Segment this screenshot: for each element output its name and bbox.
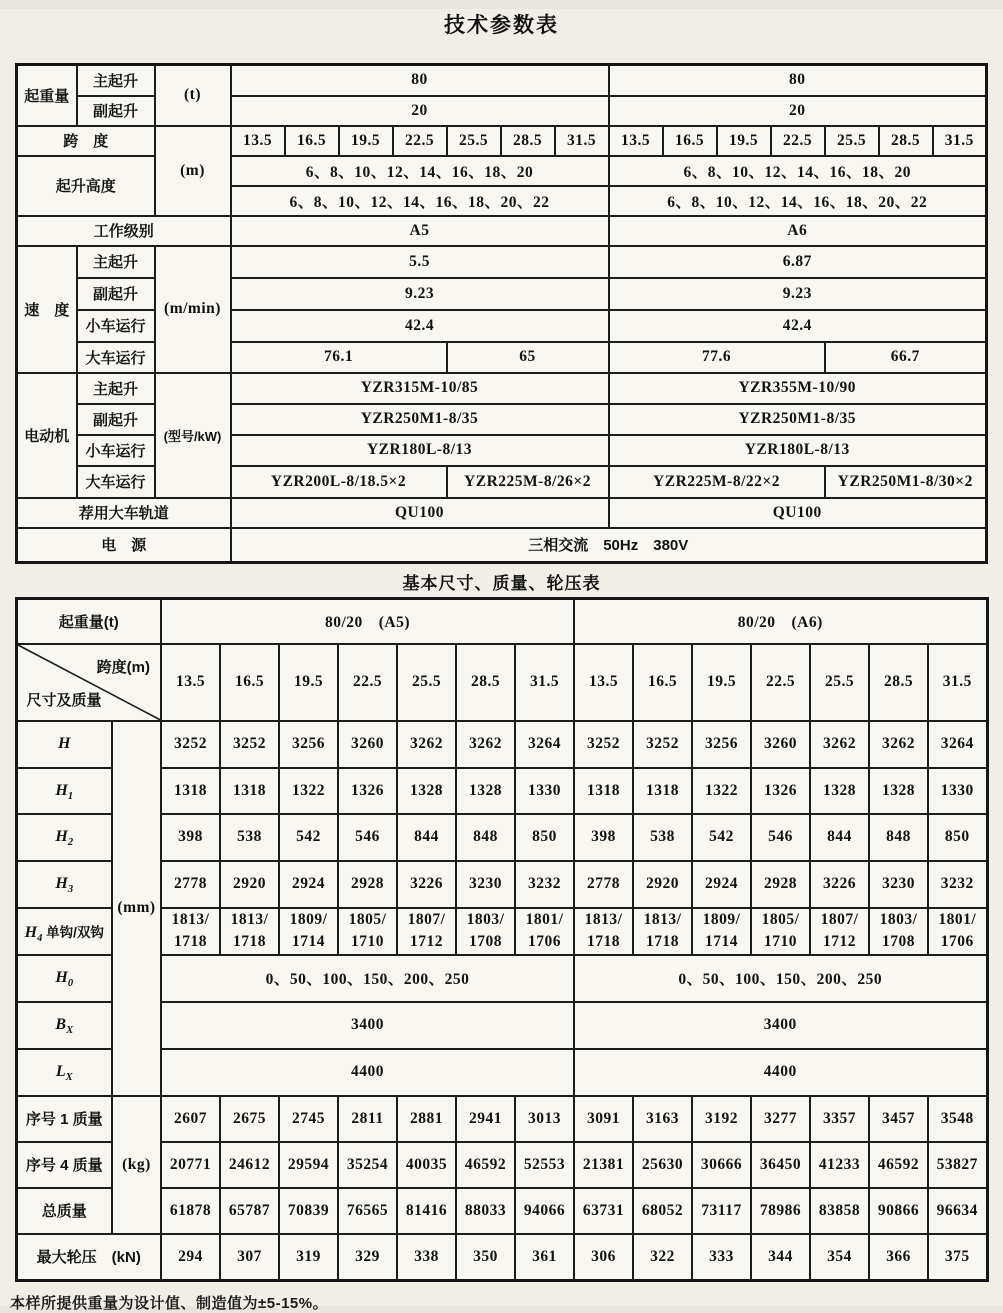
value-cell: 333 xyxy=(692,1234,751,1281)
value-cell: 88033 xyxy=(456,1188,515,1234)
value-cell: 350 xyxy=(456,1234,515,1281)
value-cell: 1328 xyxy=(810,768,869,814)
value-cell: 80/20 (A6) xyxy=(574,599,987,644)
row-label-H2: $H_2$ xyxy=(16,814,112,861)
value-cell: 19.5 xyxy=(692,644,751,721)
value-cell: 844 xyxy=(810,814,869,861)
value-cell: 76.1 xyxy=(231,342,447,373)
label-cell: 主起升 xyxy=(77,246,155,278)
value-cell: 28.5 xyxy=(879,126,933,156)
value-cell: 73117 xyxy=(692,1188,751,1234)
unit-model-kw: (型号/kW) xyxy=(155,373,231,498)
value-cell: 3262 xyxy=(456,721,515,768)
value-cell: 30666 xyxy=(692,1142,751,1188)
value-cell: 3192 xyxy=(692,1096,751,1142)
row-label-Bx: $B_X$ xyxy=(16,1002,112,1049)
value-cell: 70839 xyxy=(279,1188,338,1234)
value-cell: A5 xyxy=(231,216,609,246)
value-cell: 1330 xyxy=(515,768,574,814)
value-cell: 3252 xyxy=(220,721,279,768)
value-cell: QU100 xyxy=(231,498,609,528)
value-cell: 20 xyxy=(231,96,609,126)
dimensions-mass-wheel-load-table xyxy=(15,597,989,1282)
row-label-Lx: $L_X$ xyxy=(16,1049,112,1096)
value-cell: 2881 xyxy=(397,1096,456,1142)
value-cell: 542 xyxy=(692,814,751,861)
value-cell: 3226 xyxy=(810,861,869,908)
unit-t: (t) xyxy=(155,65,231,126)
value-cell: 65787 xyxy=(220,1188,279,1234)
value-cell: 28.5 xyxy=(869,644,928,721)
value-cell: 3357 xyxy=(810,1096,869,1142)
value-cell: 13.5 xyxy=(161,644,220,721)
value-cell: 3013 xyxy=(515,1096,574,1142)
value-cell: 1813/ 1718 xyxy=(161,908,220,955)
value-cell: 1809/ 1714 xyxy=(692,908,751,955)
value-cell: 294 xyxy=(161,1234,220,1281)
value-cell: 20771 xyxy=(161,1142,220,1188)
label-cell: 大车运行 xyxy=(77,466,155,498)
value-cell: 19.5 xyxy=(279,644,338,721)
value-cell: 2778 xyxy=(574,861,633,908)
value-cell: 1813/ 1718 xyxy=(574,908,633,955)
motor-label: 电动机 xyxy=(17,373,77,498)
value-cell: 25.5 xyxy=(810,644,869,721)
value-cell: YZR180L-8/13 xyxy=(231,435,609,466)
value-cell: 1803/ 1708 xyxy=(869,908,928,955)
value-cell: 1803/ 1708 xyxy=(456,908,515,955)
value-cell: 81416 xyxy=(397,1188,456,1234)
diagonal-header xyxy=(16,644,161,721)
value-cell: 1805/ 1710 xyxy=(751,908,810,955)
value-cell: 2745 xyxy=(279,1096,338,1142)
value-cell: 546 xyxy=(751,814,810,861)
value-cell: 3232 xyxy=(515,861,574,908)
label-cell: 副起升 xyxy=(77,278,155,310)
value-cell: 3457 xyxy=(869,1096,928,1142)
value-cell: 28.5 xyxy=(501,126,555,156)
value-cell: 96634 xyxy=(928,1188,987,1234)
row-label-H3: $H_3$ xyxy=(16,861,112,908)
label-cell: 小车运行 xyxy=(77,435,155,466)
value-cell: 2928 xyxy=(751,861,810,908)
value-cell: 2924 xyxy=(692,861,751,908)
value-cell: 3252 xyxy=(161,721,220,768)
row-label-H: H xyxy=(16,721,112,768)
value-cell: 306 xyxy=(574,1234,633,1281)
value-cell: 850 xyxy=(515,814,574,861)
value-cell: 2675 xyxy=(220,1096,279,1142)
value-cell: 1813/ 1718 xyxy=(633,908,692,955)
value-cell: 6、8、10、12、14、16、18、20、22 xyxy=(609,186,987,216)
value-cell: 538 xyxy=(220,814,279,861)
value-cell: 2924 xyxy=(279,861,338,908)
value-cell: 13.5 xyxy=(609,126,663,156)
value-cell: 9.23 xyxy=(609,278,987,310)
value-cell: 6.87 xyxy=(609,246,987,278)
value-cell: 20 xyxy=(609,96,987,126)
value-cell: 9.23 xyxy=(231,278,609,310)
value-cell: YZR180L-8/13 xyxy=(609,435,987,466)
value-cell: 344 xyxy=(751,1234,810,1281)
value-cell: 6、8、10、12、14、16、18、20 xyxy=(231,156,609,186)
value-cell: 16.5 xyxy=(220,644,279,721)
duty-class-label: 工作级别 xyxy=(17,216,231,246)
value-cell: 42.4 xyxy=(231,310,609,342)
value-cell: 848 xyxy=(456,814,515,861)
value-cell: 1807/ 1712 xyxy=(397,908,456,955)
value-cell: 3260 xyxy=(751,721,810,768)
value-cell: 1813/ 1718 xyxy=(220,908,279,955)
value-cell: 307 xyxy=(220,1234,279,1281)
value-cell: 19.5 xyxy=(717,126,771,156)
value-cell: 13.5 xyxy=(574,644,633,721)
value-cell: 850 xyxy=(928,814,987,861)
value-cell: 31.5 xyxy=(555,126,609,156)
value-cell: 61878 xyxy=(161,1188,220,1234)
value-cell: 3262 xyxy=(810,721,869,768)
rail-label: 荐用大车轨道 xyxy=(17,498,231,528)
value-cell: 1318 xyxy=(574,768,633,814)
row-label-total-mass: 总质量 xyxy=(16,1188,112,1234)
value-cell: 3264 xyxy=(515,721,574,768)
value-cell: 80 xyxy=(231,65,609,96)
value-cell: 3230 xyxy=(456,861,515,908)
value-cell: 1318 xyxy=(633,768,692,814)
lifting-height-label: 起升高度 xyxy=(17,156,155,216)
value-cell: 22.5 xyxy=(338,644,397,721)
label-cell: 大车运行 xyxy=(77,342,155,373)
value-cell: 83858 xyxy=(810,1188,869,1234)
value-cell: 36450 xyxy=(751,1142,810,1188)
value-cell: 2941 xyxy=(456,1096,515,1142)
value-cell: 53827 xyxy=(928,1142,987,1188)
value-cell: YZR225M-8/22×2 xyxy=(609,466,825,498)
value-cell: 66.7 xyxy=(825,342,987,373)
value-cell: 1809/ 1714 xyxy=(279,908,338,955)
value-cell: 3252 xyxy=(633,721,692,768)
unit-kg: (kg) xyxy=(112,1096,161,1234)
value-cell: 29594 xyxy=(279,1142,338,1188)
value-cell: YZR200L-8/18.5×2 xyxy=(231,466,447,498)
row-label-H1: $H_1$ xyxy=(16,768,112,814)
value-cell: 1328 xyxy=(456,768,515,814)
label-cell: 主起升 xyxy=(77,373,155,404)
value-cell: 322 xyxy=(633,1234,692,1281)
aux-hoist-label: 副起升 xyxy=(77,96,155,126)
value-cell: 65 xyxy=(447,342,609,373)
main-hoist-label: 主起升 xyxy=(77,65,155,96)
value-cell: 16.5 xyxy=(285,126,339,156)
value-cell: 375 xyxy=(928,1234,987,1281)
value-cell: 338 xyxy=(397,1234,456,1281)
value-cell: 5.5 xyxy=(231,246,609,278)
value-cell: 538 xyxy=(633,814,692,861)
value-cell: 398 xyxy=(574,814,633,861)
value-cell: 1326 xyxy=(751,768,810,814)
value-cell: 16.5 xyxy=(633,644,692,721)
value-cell: 0、50、100、150、200、250 xyxy=(161,955,574,1002)
value-cell: 2928 xyxy=(338,861,397,908)
value-cell: 3277 xyxy=(751,1096,810,1142)
unit-m-min: (m/min) xyxy=(155,246,231,373)
value-cell: 354 xyxy=(810,1234,869,1281)
value-cell: 42.4 xyxy=(609,310,987,342)
value-cell: 16.5 xyxy=(663,126,717,156)
value-cell: YZR250M1-8/35 xyxy=(609,404,987,435)
value-cell: 1326 xyxy=(338,768,397,814)
value-cell: 1318 xyxy=(220,768,279,814)
value-cell: 361 xyxy=(515,1234,574,1281)
value-cell: 3264 xyxy=(928,721,987,768)
power-label: 电 源 xyxy=(17,528,231,563)
value-cell: 319 xyxy=(279,1234,338,1281)
row-label-no1-mass: 序号 1 质量 xyxy=(16,1096,112,1142)
value-cell: 25.5 xyxy=(447,126,501,156)
value-cell: 63731 xyxy=(574,1188,633,1234)
value-cell: 1328 xyxy=(869,768,928,814)
max-wheel-load-label: 最大轮压 (kN) xyxy=(16,1234,161,1281)
value-cell: 80/20 (A5) xyxy=(161,599,574,644)
diag-bottom-left-label: 尺寸及质量 xyxy=(26,691,102,709)
value-cell: 76565 xyxy=(338,1188,397,1234)
value-cell: 52553 xyxy=(515,1142,574,1188)
table2-body xyxy=(16,599,987,1281)
value-cell: 22.5 xyxy=(771,126,825,156)
value-cell: 3262 xyxy=(397,721,456,768)
value-cell: 90866 xyxy=(869,1188,928,1234)
value-cell: 398 xyxy=(161,814,220,861)
unit-m: (m) xyxy=(155,126,231,216)
value-cell: 6、8、10、12、14、16、18、20、22 xyxy=(231,186,609,216)
value-cell: 848 xyxy=(869,814,928,861)
diag-top-right-label: 跨度(m) xyxy=(96,658,150,676)
value-cell: 46592 xyxy=(456,1142,515,1188)
value-cell: 3256 xyxy=(279,721,338,768)
label-cell: 小车运行 xyxy=(77,310,155,342)
value-cell: 6、8、10、12、14、16、18、20 xyxy=(609,156,987,186)
span-label: 跨 度 xyxy=(17,126,155,156)
value-cell: 2811 xyxy=(338,1096,397,1142)
value-cell: 2607 xyxy=(161,1096,220,1142)
value-cell: 3262 xyxy=(869,721,928,768)
value-cell: 1801/ 1706 xyxy=(928,908,987,955)
value-cell: 22.5 xyxy=(751,644,810,721)
row-label-no4-mass: 序号 4 质量 xyxy=(16,1142,112,1188)
value-cell: 4400 xyxy=(161,1049,574,1096)
value-cell: YZR250M1-8/35 xyxy=(231,404,609,435)
value-cell: 78986 xyxy=(751,1188,810,1234)
value-cell: 2778 xyxy=(161,861,220,908)
capacity-header: 起重量(t) xyxy=(16,599,161,644)
value-cell: 3400 xyxy=(574,1002,987,1049)
power-value: 三相交流 50Hz 380V xyxy=(231,528,987,563)
value-cell: YZR355M-10/90 xyxy=(609,373,987,404)
value-cell: 3226 xyxy=(397,861,456,908)
second-table-title: 基本尺寸、质量、轮压表 xyxy=(402,574,601,593)
value-cell: 35254 xyxy=(338,1142,397,1188)
value-cell: 31.5 xyxy=(933,126,987,156)
value-cell: 13.5 xyxy=(231,126,285,156)
value-cell: A6 xyxy=(609,216,987,246)
value-cell: 3260 xyxy=(338,721,397,768)
value-cell: 31.5 xyxy=(928,644,987,721)
value-cell: 1805/ 1710 xyxy=(338,908,397,955)
value-cell: 22.5 xyxy=(393,126,447,156)
value-cell: 24612 xyxy=(220,1142,279,1188)
value-cell: 31.5 xyxy=(515,644,574,721)
value-cell: 1318 xyxy=(161,768,220,814)
value-cell: 3163 xyxy=(633,1096,692,1142)
scanned-spec-sheet xyxy=(0,9,1003,1312)
table1-body xyxy=(17,65,987,563)
value-cell: QU100 xyxy=(609,498,987,528)
value-cell: 28.5 xyxy=(456,644,515,721)
value-cell: 1801/ 1706 xyxy=(515,908,574,955)
value-cell: 3230 xyxy=(869,861,928,908)
value-cell: 21381 xyxy=(574,1142,633,1188)
value-cell: 0、50、100、150、200、250 xyxy=(574,955,987,1002)
value-cell: 1322 xyxy=(279,768,338,814)
value-cell: YZR250M1-8/30×2 xyxy=(825,466,987,498)
value-cell: 1322 xyxy=(692,768,751,814)
value-cell: 3400 xyxy=(161,1002,574,1049)
footnote: 本样所提供重量为设计值、制造值为±5-15%。 xyxy=(10,1295,329,1312)
value-cell: 329 xyxy=(338,1234,397,1281)
value-cell: 3252 xyxy=(574,721,633,768)
lifting-capacity-label: 起重量 xyxy=(17,65,77,126)
unit-mm: (mm) xyxy=(112,721,161,1096)
value-cell: 80 xyxy=(609,65,987,96)
value-cell: 3256 xyxy=(692,721,751,768)
value-cell: 41233 xyxy=(810,1142,869,1188)
value-cell: 46592 xyxy=(869,1142,928,1188)
value-cell: 546 xyxy=(338,814,397,861)
value-cell: 25.5 xyxy=(397,644,456,721)
value-cell: 4400 xyxy=(574,1049,987,1096)
value-cell: 25630 xyxy=(633,1142,692,1188)
value-cell: YZR315M-10/85 xyxy=(231,373,609,404)
label-cell: 副起升 xyxy=(77,404,155,435)
value-cell: 2920 xyxy=(220,861,279,908)
speed-label: 速 度 xyxy=(17,246,77,373)
value-cell: 94066 xyxy=(515,1188,574,1234)
technical-parameters-table xyxy=(15,63,988,564)
row-label-H4: $H_4$ 单钩/双钩 xyxy=(16,908,112,955)
value-cell: 77.6 xyxy=(609,342,825,373)
value-cell: 542 xyxy=(279,814,338,861)
value-cell: 366 xyxy=(869,1234,928,1281)
value-cell: 1328 xyxy=(397,768,456,814)
value-cell: 3232 xyxy=(928,861,987,908)
value-cell: 2920 xyxy=(633,861,692,908)
value-cell: 1330 xyxy=(928,768,987,814)
value-cell: 3548 xyxy=(928,1096,987,1142)
value-cell: 3091 xyxy=(574,1096,633,1142)
value-cell: 40035 xyxy=(397,1142,456,1188)
value-cell: 1807/ 1712 xyxy=(810,908,869,955)
value-cell: 19.5 xyxy=(339,126,393,156)
row-label-H0: $H_0$ xyxy=(16,955,112,1002)
page-title: 技术参数表 xyxy=(444,14,559,37)
value-cell: YZR225M-8/26×2 xyxy=(447,466,609,498)
value-cell: 68052 xyxy=(633,1188,692,1234)
value-cell: 25.5 xyxy=(825,126,879,156)
value-cell: 844 xyxy=(397,814,456,861)
